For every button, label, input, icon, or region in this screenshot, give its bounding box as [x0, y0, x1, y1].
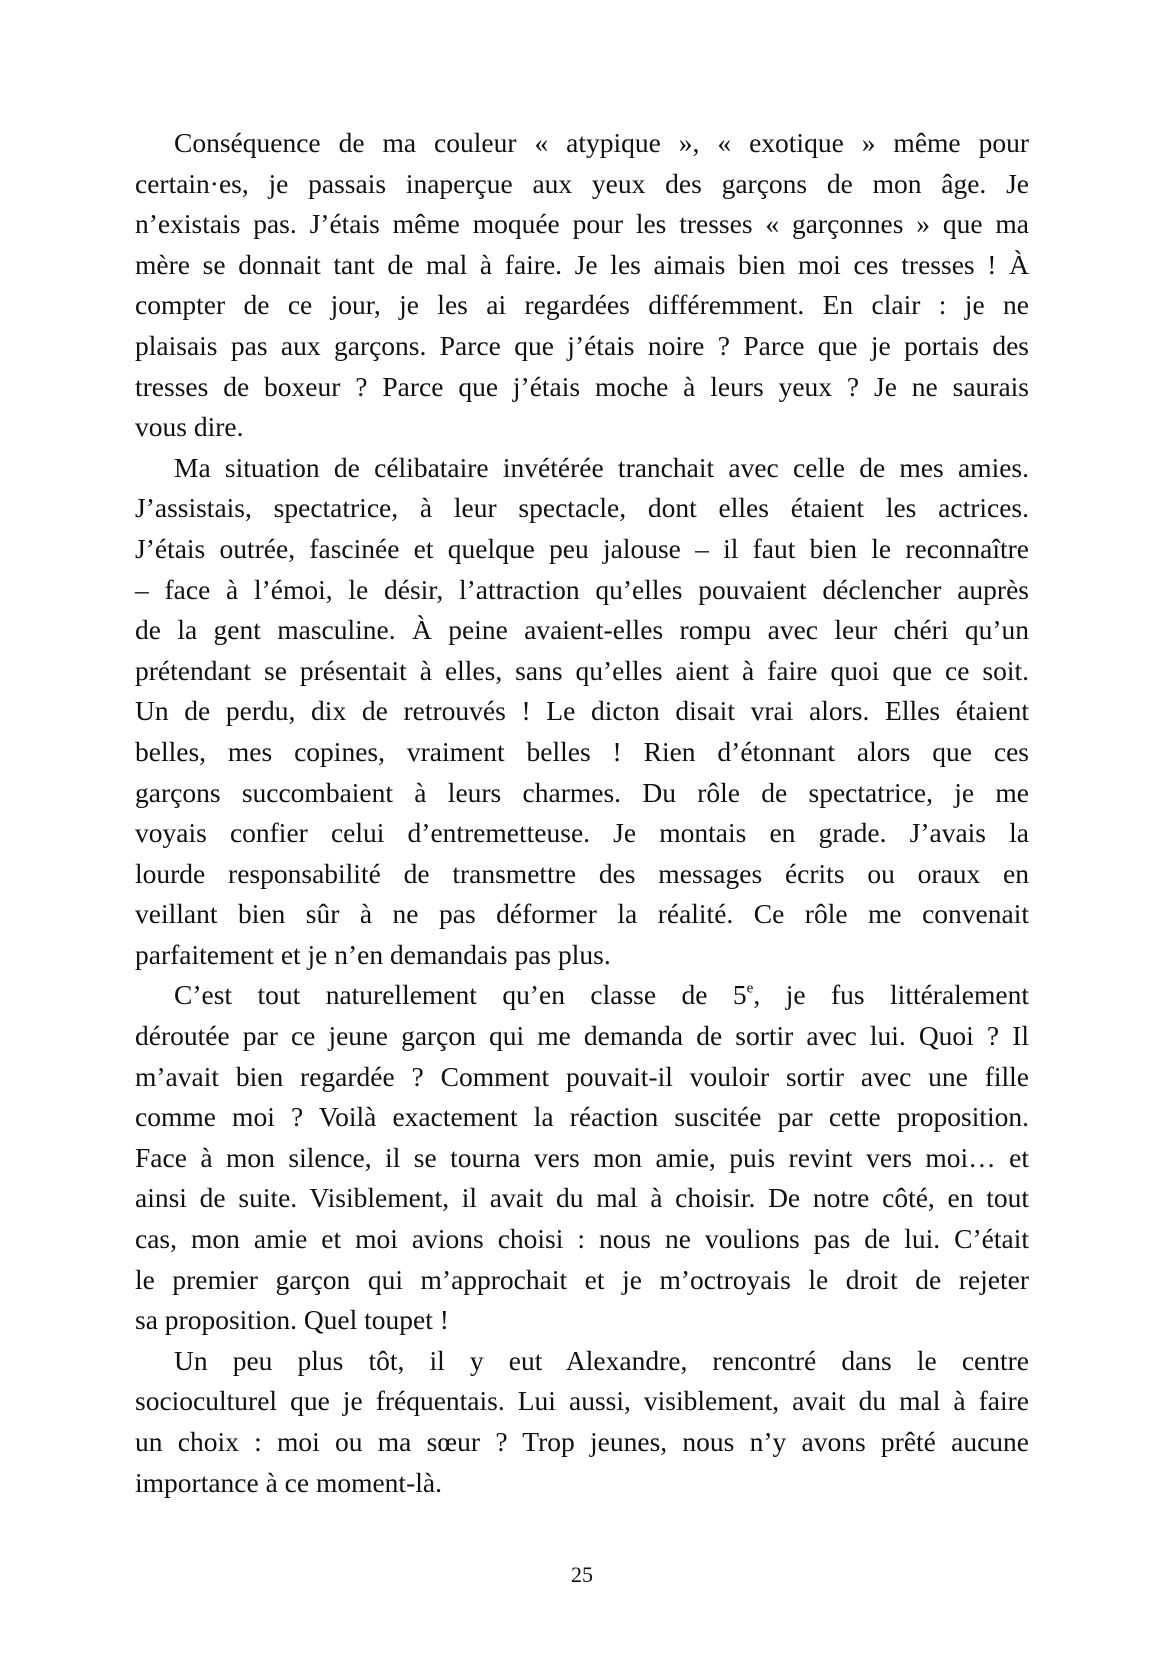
text-line: Face à mon silence, il se tourna vers mon amie, puis revint vers moi… et — [135, 1141, 1029, 1173]
text-line: importance à ce moment-là. — [135, 1466, 442, 1498]
text-line: socioculturel que je fréquentais. Lui aussi, visiblement, avait du mal à faire — [135, 1385, 1029, 1417]
text-line: J’assistais, spectatrice, à leur spectacle, dont elles étaient les actrices. — [135, 492, 1029, 524]
text-line: sa proposition. Quel toupet ! — [135, 1304, 449, 1336]
ordinal-superscript: e — [746, 981, 754, 998]
text-line: garçons succombaient à leurs charmes. Du rôle de spectatrice, je me — [135, 776, 1029, 808]
text-line: – face à l’émoi, le désir, l’attraction qu’elles pouvaient déclencher auprès — [135, 573, 1029, 605]
text-line: certain·es, je passais inaperçue aux yeux des garçons de mon âge. Je — [135, 167, 1029, 199]
text-line: déroutée par ce jeune garçon qui me demanda de sortir avec lui. Quoi ? Il — [135, 1020, 1029, 1052]
text-line: cas, mon amie et moi avions choisi : nous ne voulions pas de lui. C’était — [135, 1223, 1029, 1255]
text-line: ainsi de suite. Visiblement, il avait du mal à choisir. De notre côté, en tout — [135, 1182, 1029, 1214]
paragraph — [135, 1341, 1029, 1503]
text-line: de la gent masculine. À peine avaient-elles rompu avec leur chéri qu’un — [135, 614, 1029, 646]
text-line: J’étais outrée, fascinée et quelque peu jalouse – il faut bien le reconnaître — [135, 532, 1029, 564]
text-line: C’est tout naturellement qu’en classe de 5e, je fus littéralement — [174, 979, 1029, 1011]
text-line: le premier garçon qui m’approchait et je m’octroyais le droit de rejeter — [135, 1263, 1029, 1295]
text-line: tresses de boxeur ? Parce que j’étais moche à leurs yeux ? Je ne saurais — [135, 370, 1029, 402]
text-line: Conséquence de ma couleur « atypique », « exotique » même pour — [174, 127, 1029, 158]
text-line: compter de ce jour, je les ai regardées différemment. En clair : je ne — [135, 289, 1029, 321]
text-line: comme moi ? Voilà exactement la réaction suscitée par cette proposition. — [135, 1101, 1029, 1133]
text-line: veillant bien sûr à ne pas déformer la réalité. Ce rôle me convenait — [135, 898, 1029, 930]
text-line: plaisais pas aux garçons. Parce que j’étais noire ? Parce que je portais des — [135, 329, 1029, 361]
text-line: n’existais pas. J’étais même moquée pour les tresses « garçonnes » que ma — [135, 208, 1029, 240]
paragraph — [135, 975, 1029, 1340]
text-line: lourde responsabilité de transmettre des messages écrits ou oraux en — [135, 857, 1029, 889]
text-line: prétendant se présentait à elles, sans qu’elles aient à faire quoi que ce soit. — [135, 654, 1029, 686]
text-line: Ma situation de célibataire invétérée tranchait avec celle de mes amies. — [174, 451, 1029, 483]
paragraph — [135, 123, 1029, 448]
text-line: mère se donnait tant de mal à faire. Je les aimais bien moi ces tresses ! À — [135, 248, 1029, 280]
text-line: belles, mes copines, vraiment belles ! Rien d’étonnant alors que ces — [135, 735, 1029, 767]
text-line: Un peu plus tôt, il y eut Alexandre, rencontré dans le centre — [174, 1344, 1029, 1376]
body-text — [135, 123, 1029, 1503]
text-line: vous dire. — [135, 411, 244, 443]
text-line: m’avait bien regardée ? Comment pouvait-il vouloir sortir avec une fille — [135, 1060, 1029, 1092]
text-line: un choix : moi ou ma sœur ? Trop jeunes, nous n’y avons prêté aucune — [135, 1426, 1029, 1457]
page-number: 25 — [571, 1562, 593, 1587]
paragraph — [135, 448, 1029, 976]
text-line: parfaitement et je n’en demandais pas plus. — [135, 938, 611, 970]
text-line: Un de perdu, dix de retrouvés ! Le dicton disait vrai alors. Elles étaient — [135, 695, 1029, 727]
text-line: voyais confier celui d’entremetteuse. Je montais en grade. J’avais la — [135, 817, 1029, 849]
